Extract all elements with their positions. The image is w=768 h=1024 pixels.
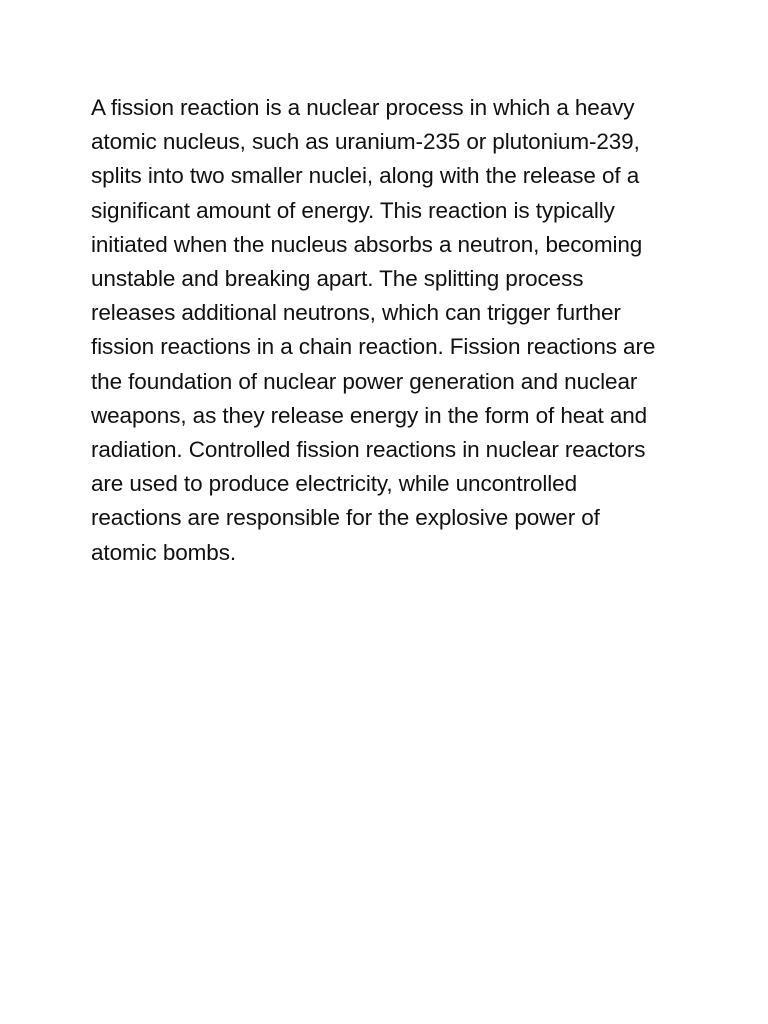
paragraph-line: reactions are responsible for the explosive power of (91, 505, 600, 531)
paragraph-line: significant amount of energy. This reaction is typically (91, 197, 615, 223)
paragraph-line: atomic nucleus, such as uranium-235 or plutonium-239, (91, 129, 640, 155)
paragraph-line: unstable and breaking apart. The splitting process (91, 266, 584, 292)
paragraph-line: releases additional neutrons, which can trigger further (91, 300, 621, 326)
paragraph-line: splits into two smaller nuclei, along with the release of a (91, 163, 640, 189)
paragraph-line: fission reactions in a chain reaction. Fission reactions are (91, 334, 656, 360)
body-paragraph (91, 91, 691, 570)
paragraph-line: atomic bombs. (91, 539, 237, 565)
paragraph-line: are used to produce electricity, while uncontrolled (91, 471, 578, 497)
paragraph-line: the foundation of nuclear power generation and nuclear (91, 368, 638, 394)
paragraph-line: A fission reaction is a nuclear process in which a heavy (91, 95, 635, 120)
paragraph-line: radiation. Controlled fission reactions in nuclear reactors (91, 437, 646, 463)
paragraph-line: weapons, as they release energy in the form of heat and (91, 402, 648, 428)
paragraph-line: initiated when the nucleus absorbs a neutron, becoming (91, 231, 643, 257)
